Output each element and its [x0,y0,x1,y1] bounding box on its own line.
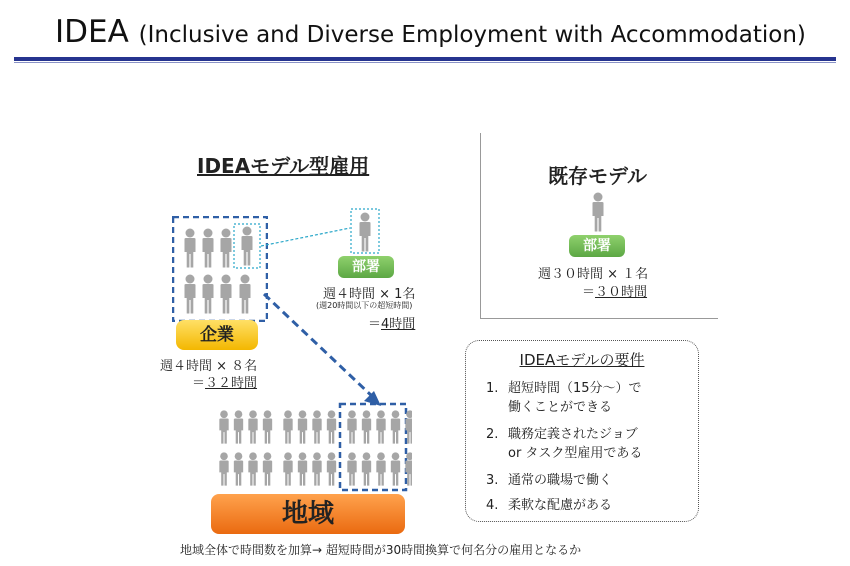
person-icon [263,452,272,485]
requirements-title: IDEAモデルの要件 [519,351,645,369]
person-icon [298,410,307,443]
existing-calc-line1: 週３０時間 × １名 [538,267,649,282]
company-badge: 企業 [176,320,258,350]
person-icon [248,410,257,443]
existing-calc-prefix: ＝ [582,285,596,300]
company-calc-total: ３２時間 [205,376,258,391]
person-icon [312,410,321,443]
person-icon [219,452,228,485]
person-icon [347,452,356,485]
divider-horizontal [480,318,718,319]
requirement-text: 柔軟な配慮がある [508,498,613,513]
person-icon [234,410,243,443]
dept-person-box [350,208,380,254]
requirement-line2: 働くことができる [508,400,613,415]
company-calc-prefix: ＝ [192,376,206,391]
requirement-item [466,496,698,516]
person-icon [283,452,292,485]
company-calc-total-row [192,372,257,391]
requirement-num: 3. [486,473,499,488]
requirement-line1: 超短時間（15分〜）で [508,381,642,396]
footer-caption: 地域全体で時間数を加算→ 超短時間が30時間換算で何名分の雇用となるか [180,543,582,557]
region-people-group [212,400,412,495]
dept-calc-total: 4時間 [381,317,416,332]
requirement-text [508,425,688,463]
divider-vertical [480,133,481,318]
person-icon [219,410,228,443]
existing-calc-total: ３０時間 [595,285,648,300]
person-icon [234,452,243,485]
person-icon [391,452,400,485]
existing-person [590,192,606,236]
region-badge: 地域 [211,494,405,534]
requirement-num: 4. [486,498,499,513]
existing-dept-badge: 部署 [569,235,625,257]
requirement-item [466,425,698,465]
person-icon [248,452,257,485]
requirement-line2: or タスク型雇用である [508,446,643,461]
title-main: IDEA [55,14,129,50]
existing-calc-total-row [582,281,647,300]
person-icon [362,452,371,485]
requirement-text [508,379,688,417]
person-icon [360,213,371,252]
person-icon [362,410,371,443]
person-icon [283,410,292,443]
person-icon [593,193,604,232]
requirement-line1: 職務定義されたジョブ [508,427,638,442]
region-people-svg [212,400,412,495]
person-icon [327,410,336,443]
requirement-item [466,471,698,491]
idea-model-heading: IDEAモデル型雇用 [197,154,370,178]
company-calc-line1: 週４時間 × ８名 [160,359,258,374]
person-icon [298,452,307,485]
requirements-box [465,340,699,522]
dept-calc-prefix: ＝ [368,317,382,332]
person-icon [347,410,356,443]
dept-connector-line [261,228,350,246]
dept-calc-total-row [368,313,415,332]
dept-note: (週20時間以下の超短時間) [316,301,413,310]
person-icon [376,410,385,443]
person-icon [263,410,272,443]
existing-model-heading: 既存モデル [548,164,647,188]
person-icon [327,452,336,485]
person-icon [376,452,385,485]
person-icon [391,410,400,443]
requirement-num: 2. [486,427,499,442]
dept-badge: 部署 [338,256,394,278]
requirement-text: 通常の職場で働く [508,473,613,488]
requirement-num: 1. [486,381,499,396]
title-sub: (Inclusive and Diverse Employment with Accommodation) [138,22,806,48]
person-icon [312,452,321,485]
requirement-item [466,379,698,419]
dept-calc-line1: 週４時間 × 1名 [323,287,416,302]
